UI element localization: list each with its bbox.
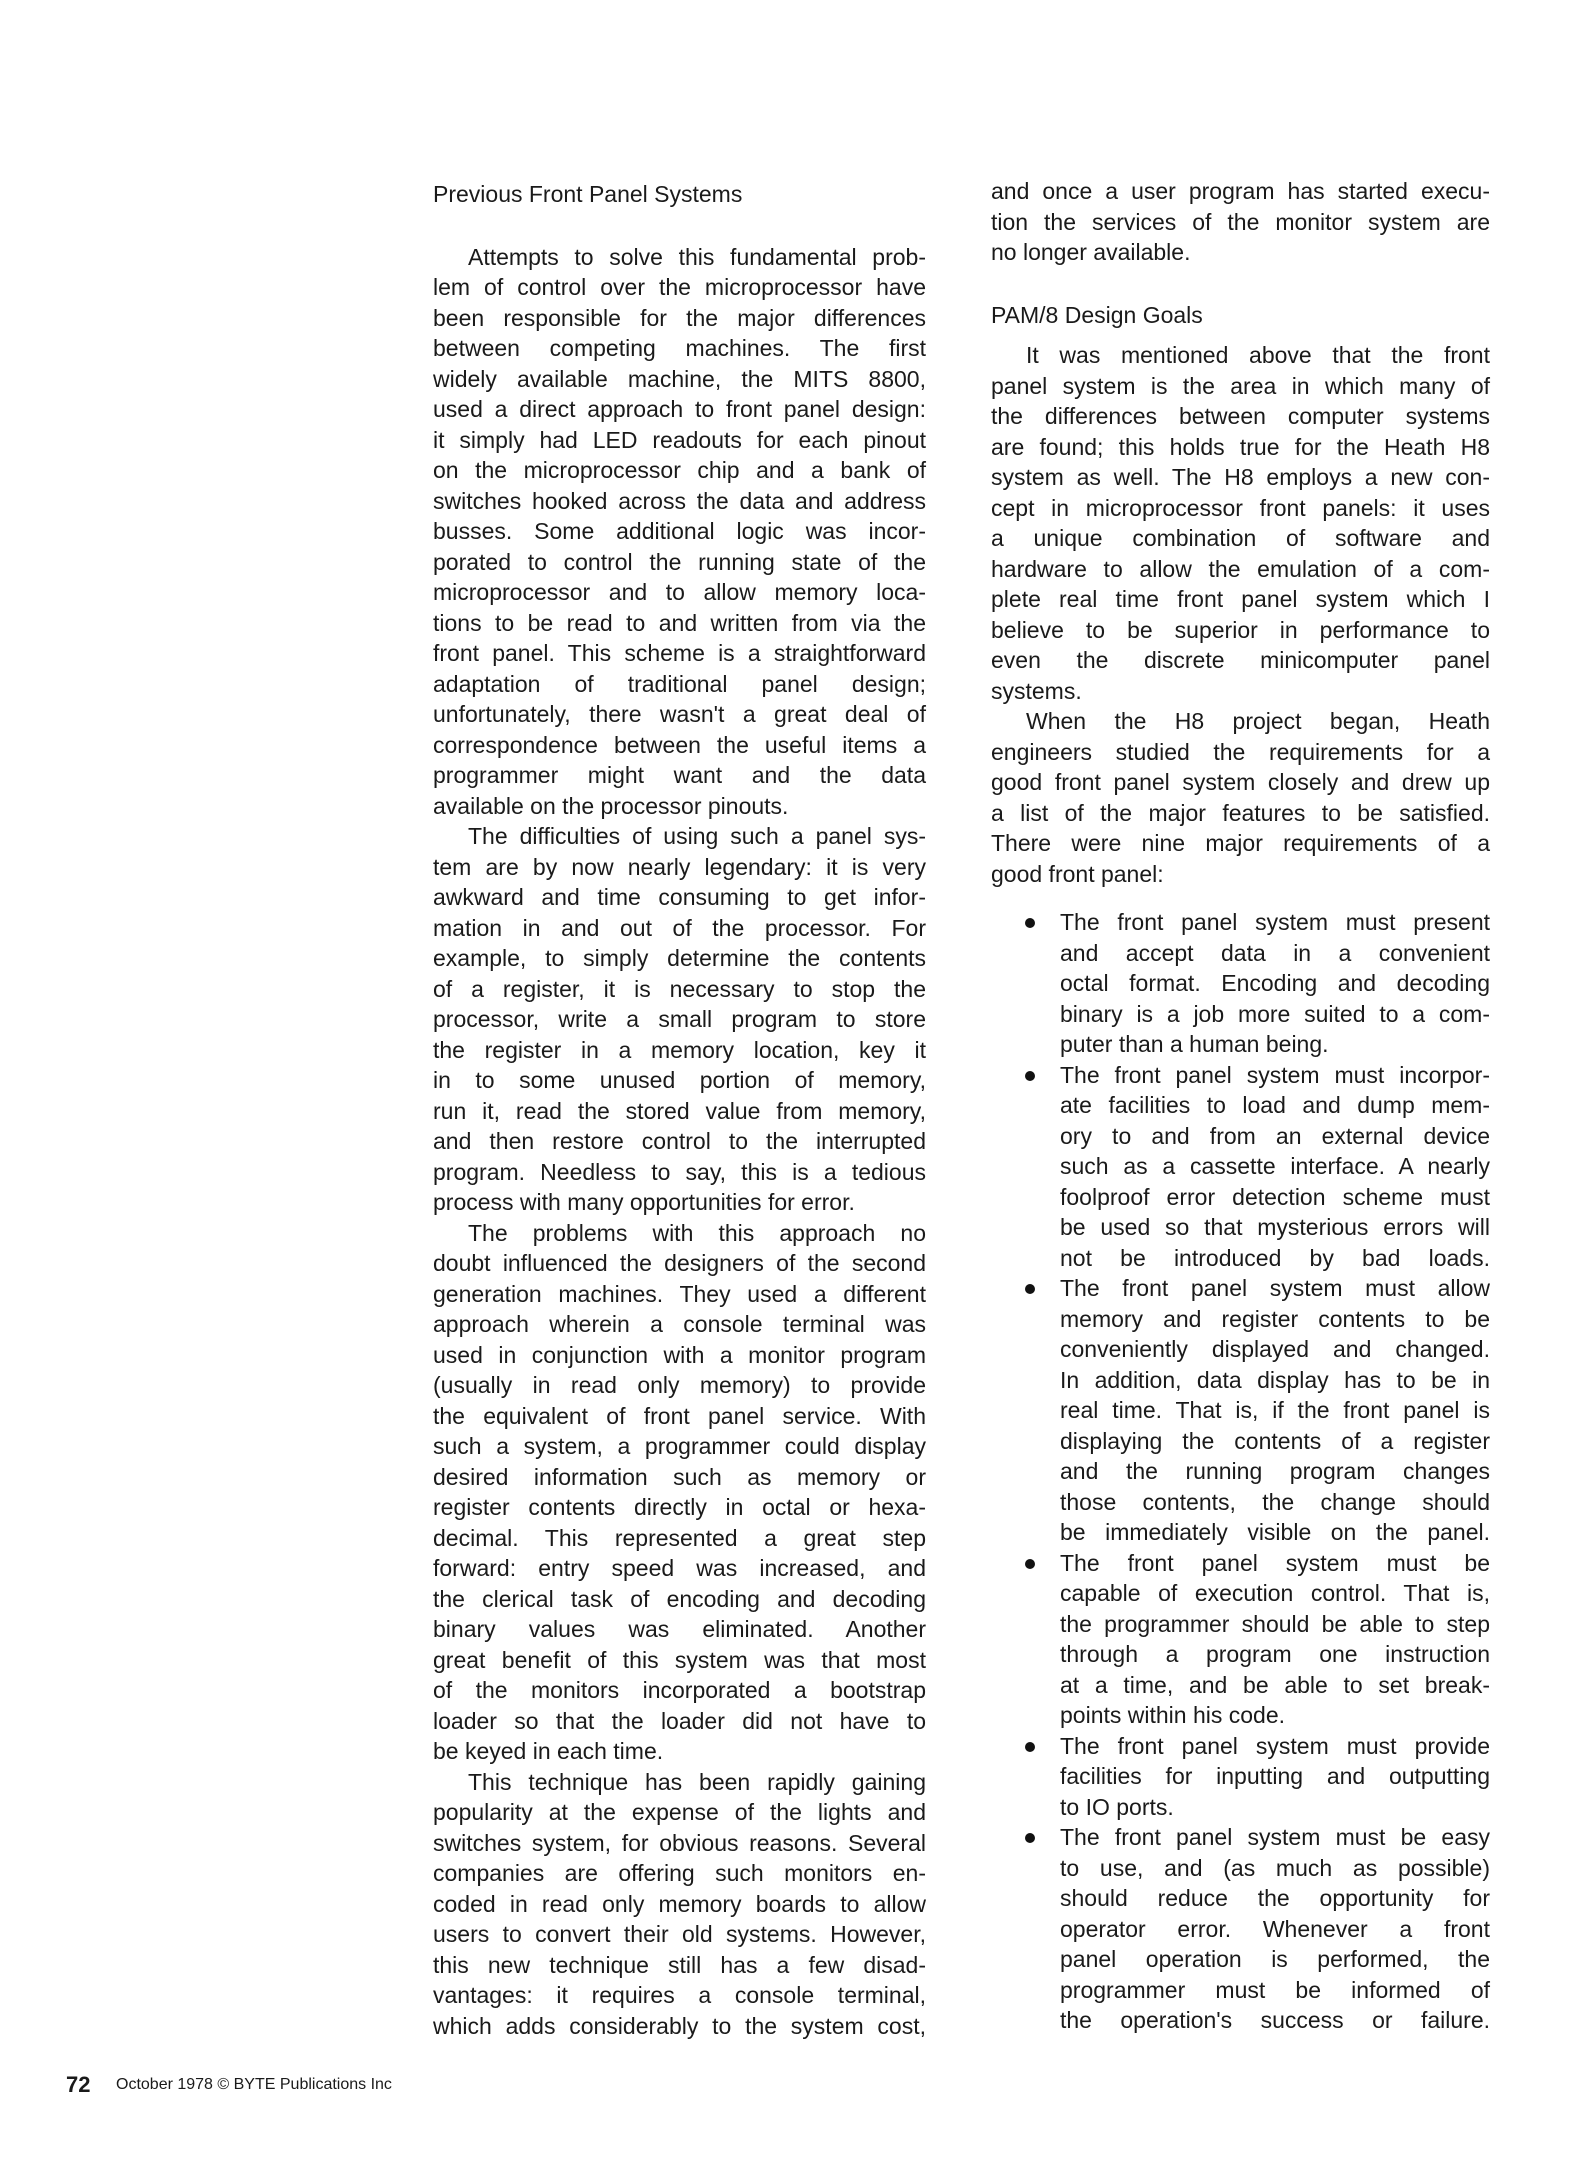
text-line: points within his code. (1060, 1702, 1286, 1728)
text-line: binary values was eliminated. Another (433, 1616, 926, 1642)
text-line: Attempts to solve this fundamental prob- (468, 243, 926, 270)
text-line: The front panel system must allow (1060, 1275, 1490, 1301)
text-line: displaying the contents of a register (1060, 1427, 1490, 1454)
text-line: binary is a job more suited to a com- (1060, 1000, 1490, 1027)
text-line: operator error. Whenever a front (1060, 1915, 1490, 1942)
paragraph (433, 1767, 926, 2042)
text-line: the operation's success or failure. (1060, 2007, 1490, 2033)
text-line: conveniently displayed and changed. (1060, 1336, 1490, 1362)
text-line: coded in read only memory boards to allow (433, 1890, 926, 1917)
text-line: In addition, data display has to be in (1060, 1366, 1490, 1393)
text-line: in to some unused portion of memory, (433, 1067, 926, 1093)
text-line: those contents, the change should (1060, 1488, 1490, 1515)
text-line: plete real time front panel system which I (991, 586, 1490, 612)
text-line: vantages: it requires a console terminal, (433, 1982, 926, 2008)
section-heading (433, 179, 926, 210)
list-item (991, 1060, 1490, 1274)
text-line: unfortunately, there wasn't a great deal of (433, 701, 926, 727)
text-line: (usually in read only memory) to provide (433, 1372, 926, 1398)
left-column (433, 176, 926, 2041)
text-line: through a program one instruction (1060, 1641, 1490, 1667)
text-line: the clerical task of encoding and decoding (433, 1585, 926, 1612)
text-line: great benefit of this system was that most (433, 1646, 926, 1673)
text-line: of the monitors incorporated a bootstrap (433, 1677, 926, 1703)
right-column (991, 176, 1490, 2036)
text-line: The difficulties of using such a panel sys- (468, 823, 926, 849)
text-line: tion the services of the monitor system are (991, 208, 1490, 235)
text-line: should reduce the opportunity for (1060, 1885, 1490, 1911)
bullet-icon (1025, 1071, 1035, 1081)
text-line: companies are offering such monitors en- (433, 1860, 926, 1886)
paragraph (433, 1218, 926, 1767)
text-line: The front panel system must be (1060, 1549, 1490, 1576)
section-heading-text: PAM/8 Design Goals (991, 301, 1203, 328)
text-line: approach wherein a console terminal was (433, 1311, 926, 1337)
text-line: register contents directly in octal or hexa- (433, 1494, 926, 1520)
text-line: this new technique still has a few disad- (433, 1951, 926, 1978)
text-line: desired information such as memory or (433, 1463, 926, 1490)
text-line: facilities for inputting and outputting (1060, 1763, 1490, 1789)
text-line: believe to be superior in performance to (991, 616, 1490, 643)
text-line: decimal. This represented a great step (433, 1524, 926, 1551)
bullet-icon (1025, 1833, 1035, 1843)
text-line: not be introduced by bad loads. (1060, 1244, 1490, 1271)
text-line: programmer must be informed of (1060, 1976, 1490, 2003)
text-line: no longer available. (991, 239, 1191, 265)
text-line: forward: entry speed was increased, and (433, 1555, 926, 1581)
text-line: it simply had LED readouts for each pinout (433, 426, 926, 453)
text-line: program. Needless to say, this is a tedious (433, 1158, 926, 1185)
text-line: available on the processor pinouts. (433, 792, 789, 819)
page-footer (66, 2072, 392, 2098)
text-line: hardware to allow the emulation of a com- (991, 555, 1490, 582)
text-line: ate facilities to load and dump mem- (1060, 1092, 1490, 1118)
text-line: ory to and from an external device (1060, 1122, 1490, 1149)
text-line: There were nine major requirements of a (991, 830, 1490, 856)
text-line: octal format. Encoding and decoding (1060, 970, 1490, 996)
text-line: of a register, it is necessary to stop the (433, 975, 926, 1002)
text-line: used in conjunction with a monitor program (433, 1341, 926, 1368)
text-line: When the H8 project began, Heath (1026, 708, 1490, 734)
text-line: It was mentioned above that the front (1026, 342, 1490, 368)
text-line: the register in a memory location, key it (433, 1036, 926, 1063)
list-item (991, 1822, 1490, 2036)
text-line: systems. (991, 677, 1082, 704)
text-line: process with many opportunities for error. (433, 1189, 855, 1215)
text-line: engineers studied the requirements for a (991, 738, 1490, 765)
text-line: the differences between computer systems (991, 403, 1490, 429)
text-line: and accept data in a convenient (1060, 939, 1490, 966)
text-line: good front panel system closely and drew up (991, 769, 1490, 795)
text-line: and the running program changes (1060, 1458, 1490, 1484)
section-heading-text: Previous Front Panel Systems (433, 181, 743, 207)
text-line: to use, and (as much as possible) (1060, 1854, 1490, 1881)
text-line: users to convert their old systems. However, (433, 1921, 926, 1947)
text-line: are found; this holds true for the Heath H8 (991, 433, 1490, 460)
text-line: memory and register contents to be (1060, 1305, 1490, 1332)
bullet-icon (1025, 918, 1035, 928)
text-line: popularity at the expense of the lights and (433, 1799, 926, 1825)
text-line: The front panel system must incorpor- (1060, 1061, 1490, 1088)
text-line: be immediately visible on the panel. (1060, 1519, 1490, 1545)
text-line: such a system, a programmer could display (433, 1433, 926, 1459)
text-line: switches system, for obvious reasons. Several (433, 1829, 926, 1856)
text-line: porated to control the running state of the (433, 548, 926, 575)
text-line: switches hooked across the data and address (433, 487, 926, 514)
paragraph (991, 340, 1490, 706)
list-item (991, 1731, 1490, 1823)
paragraph (991, 706, 1490, 889)
text-line: a unique combination of software and (991, 525, 1490, 551)
text-line: be used so that mysterious errors will (1060, 1214, 1490, 1240)
bullet-icon (1025, 1559, 1035, 1569)
text-line: The front panel system must present (1060, 909, 1490, 935)
page-number: 72 (66, 2072, 91, 2097)
text-line: even the discrete minicomputer panel (991, 647, 1490, 673)
text-line: be keyed in each time. (433, 1738, 664, 1764)
text-line: The problems with this approach no (468, 1219, 926, 1246)
text-line: and then restore control to the interrupted (433, 1128, 926, 1154)
footer-credit: October 1978 © BYTE Publications Inc (116, 2076, 392, 2093)
text-line: correspondence between the useful items a (433, 731, 926, 758)
text-line: at a time, and be able to set break- (1060, 1671, 1490, 1698)
paragraph (991, 176, 1490, 268)
text-line: between competing machines. The first (433, 335, 926, 361)
paragraph (433, 242, 926, 822)
text-line: real time. That is, if the front panel is (1060, 1397, 1490, 1423)
text-line: The front panel system must provide (1060, 1732, 1490, 1759)
text-line: system as well. The H8 employs a new con- (991, 464, 1490, 490)
text-line: example, to simply determine the contents (433, 945, 926, 971)
text-line: awkward and time consuming to get infor- (433, 884, 926, 910)
bullet-icon (1025, 1742, 1035, 1752)
text-line: widely available machine, the MITS 8800, (433, 365, 926, 392)
text-line: loader so that the loader did not have to (433, 1707, 926, 1734)
requirements-list (991, 907, 1490, 2036)
text-line: tem are by now nearly legendary: it is very (433, 853, 926, 880)
text-line: been responsible for the major differences (433, 304, 926, 331)
section-heading (991, 300, 1490, 331)
text-line: the equivalent of front panel service. With (433, 1402, 926, 1429)
text-line: puter than a human being. (1060, 1031, 1329, 1057)
text-line: the programmer should be able to step (1060, 1610, 1490, 1637)
text-line: busses. Some additional logic was incor- (433, 518, 926, 544)
text-line: capable of execution control. That is, (1060, 1580, 1490, 1606)
text-line: such as a cassette interface. A nearly (1060, 1153, 1490, 1179)
text-line: cept in microprocessor front panels: it uses (991, 494, 1490, 521)
text-line: foolproof error detection scheme must (1060, 1183, 1490, 1210)
bullet-icon (1025, 1284, 1035, 1294)
text-line: microprocessor and to allow memory loca- (433, 579, 926, 605)
text-line: The front panel system must be easy (1060, 1824, 1490, 1850)
text-line: a list of the major features to be satisfied. (991, 799, 1490, 826)
text-line: adaptation of traditional panel design; (433, 670, 926, 697)
list-item (991, 907, 1490, 1060)
text-line: mation in and out of the processor. For (433, 914, 926, 941)
text-line: good front panel: (991, 860, 1164, 887)
paragraph (433, 821, 926, 1218)
text-line: panel system is the area in which many of (991, 372, 1490, 399)
text-line: generation machines. They used a different (433, 1280, 926, 1307)
text-line: used a direct approach to front panel design: (433, 396, 926, 422)
text-line: programmer might want and the data (433, 762, 926, 788)
text-line: to IO ports. (1060, 1793, 1174, 1820)
list-item (991, 1273, 1490, 1548)
text-line: doubt influenced the designers of the second (433, 1250, 926, 1276)
text-line: lem of control over the microprocessor have (433, 274, 926, 300)
text-line: front panel. This scheme is a straightforward (433, 640, 926, 666)
text-line: processor, write a small program to store (433, 1006, 926, 1032)
text-line: panel operation is performed, the (1060, 1946, 1490, 1972)
text-line: run it, read the stored value from memory, (433, 1097, 926, 1124)
text-line: tions to be read to and written from via the (433, 609, 926, 636)
text-line: which adds considerably to the system cost, (433, 2012, 926, 2039)
list-item (991, 1548, 1490, 1731)
text-line: This technique has been rapidly gaining (468, 1768, 926, 1795)
text-line: on the microprocessor chip and a bank of (433, 457, 926, 483)
text-line: and once a user program has started execu- (991, 178, 1490, 204)
